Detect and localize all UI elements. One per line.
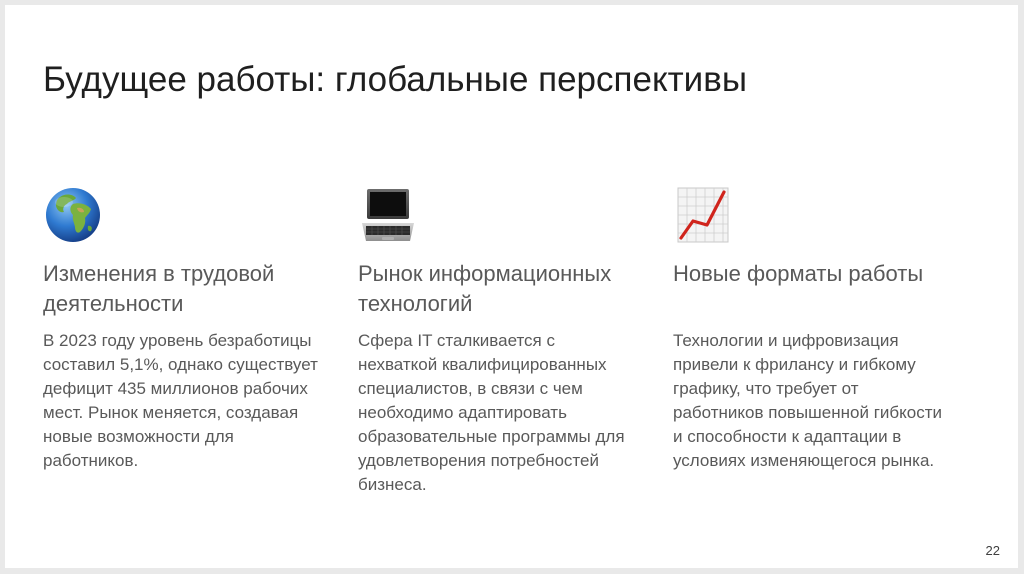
laptop-icon <box>358 185 418 245</box>
slide-title: Будущее работы: глобальные перспективы <box>43 60 747 99</box>
column-heading: Новые форматы работы <box>673 261 924 286</box>
column-heading: Изменения в трудовой деятельности <box>43 261 275 316</box>
chart-increasing-icon <box>673 185 733 245</box>
slide <box>5 5 1018 568</box>
column-new-work-formats <box>673 185 953 470</box>
column-heading: Рынок информационных технологий <box>358 261 612 316</box>
column-labor-changes <box>43 185 323 470</box>
column-text: Технологии и цифровизация привели к фрилансу и гибкому графику, что требует от работников повышенной гибкости и способности к адаптации в условиях изменяющегося рынка. <box>673 331 942 470</box>
column-it-market <box>358 185 638 494</box>
column-text: Сфера IT сталкивается с нехваткой квалифицированных специалистов, в связи с чем необходимо адаптировать образовательные программы для удовлетворения потребностей бизнеса. <box>358 331 625 494</box>
globe-icon <box>43 185 103 245</box>
column-text: В 2023 году уровень безработицы составил 5,1%, однако существует дефицит 435 миллионов рабочих мест. Рынок меняется, создавая новые возможности для работников. <box>43 331 318 470</box>
page-number: 22 <box>985 543 1000 558</box>
